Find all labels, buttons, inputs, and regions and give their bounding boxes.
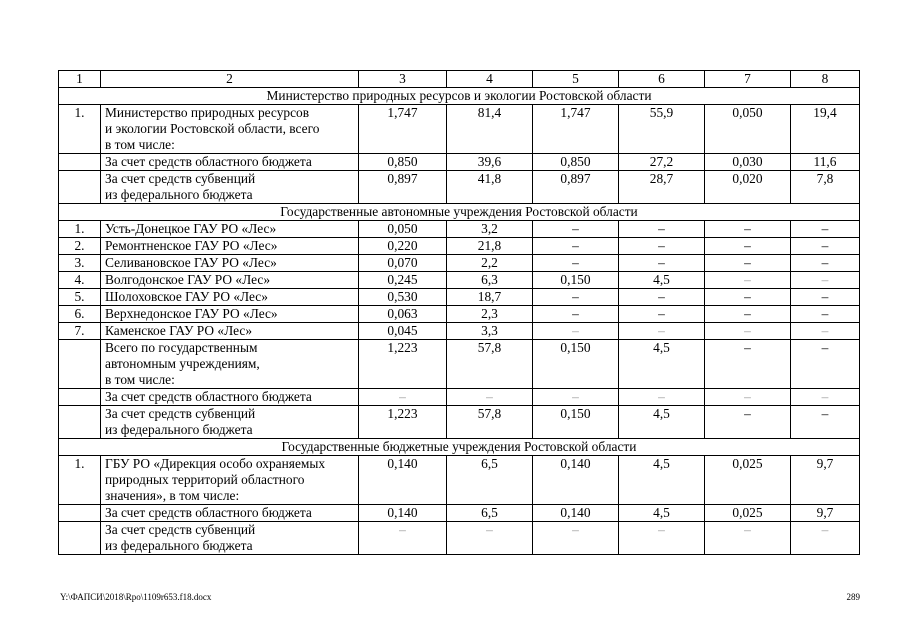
value-cell: – xyxy=(619,323,705,340)
value-cell: – xyxy=(619,221,705,238)
value-cell: – xyxy=(705,389,791,406)
row-number xyxy=(59,340,101,389)
value-cell: – xyxy=(791,255,860,272)
value-cell: – xyxy=(359,522,447,555)
row-name-line: Верхнедонское ГАУ РО «Лес» xyxy=(105,306,278,321)
row-name xyxy=(101,522,359,555)
value-cell: – xyxy=(791,340,860,389)
header-cell: 5 xyxy=(533,71,619,88)
value-cell: – xyxy=(791,306,860,323)
row-number xyxy=(59,406,101,439)
table-row xyxy=(59,221,860,238)
row-name-line: из федерального бюджета xyxy=(105,187,253,202)
value-cell: – xyxy=(447,522,533,555)
table-row xyxy=(59,306,860,323)
value-cell: – xyxy=(791,389,860,406)
value-cell: 0,025 xyxy=(705,456,791,505)
value-cell: – xyxy=(705,406,791,439)
section-title: Министерство природных ресурсов и экологии Ростовской области xyxy=(59,88,860,105)
value-cell: – xyxy=(619,289,705,306)
header-cell: 3 xyxy=(359,71,447,88)
row-name-line: ГБУ РО «Дирекция особо охраняемых xyxy=(105,456,326,471)
page-number: 289 xyxy=(846,592,860,602)
value-cell: 21,8 xyxy=(447,238,533,255)
value-cell: 0,897 xyxy=(533,171,619,204)
value-cell: 0,025 xyxy=(705,505,791,522)
row-name xyxy=(101,238,359,255)
row-number: 1. xyxy=(59,221,101,238)
value-cell: 41,8 xyxy=(447,171,533,204)
row-name-line: из федерального бюджета xyxy=(105,422,253,437)
value-cell: 4,5 xyxy=(619,505,705,522)
value-cell: 0,530 xyxy=(359,289,447,306)
row-number: 5. xyxy=(59,289,101,306)
row-number: 1. xyxy=(59,456,101,505)
row-name-line: и экологии Ростовской области, всего xyxy=(105,121,320,136)
value-cell: 0,140 xyxy=(359,456,447,505)
value-cell: 4,5 xyxy=(619,340,705,389)
section-title: Государственные бюджетные учреждения Ростовской области xyxy=(59,439,860,456)
value-cell: 1,223 xyxy=(359,406,447,439)
value-cell: – xyxy=(705,238,791,255)
value-cell: – xyxy=(705,306,791,323)
row-name-line: Всего по государственным xyxy=(105,340,258,355)
table-row xyxy=(59,406,860,439)
row-name-line: Волгодонское ГАУ РО «Лес» xyxy=(105,272,271,287)
value-cell: 3,2 xyxy=(447,221,533,238)
row-name xyxy=(101,306,359,323)
value-cell: 0,150 xyxy=(533,272,619,289)
row-name xyxy=(101,221,359,238)
value-cell: – xyxy=(619,522,705,555)
row-name xyxy=(101,154,359,171)
row-name-line: За счет средств областного бюджета xyxy=(105,154,312,169)
value-cell: – xyxy=(791,522,860,555)
header-cell: 6 xyxy=(619,71,705,88)
value-cell: 7,8 xyxy=(791,171,860,204)
row-name-line: из федерального бюджета xyxy=(105,538,253,553)
value-cell: 0,063 xyxy=(359,306,447,323)
row-name-line: За счет средств субвенций xyxy=(105,406,256,421)
value-cell: – xyxy=(619,389,705,406)
value-cell: – xyxy=(791,406,860,439)
value-cell: – xyxy=(791,221,860,238)
value-cell: – xyxy=(533,221,619,238)
value-cell: 0,020 xyxy=(705,171,791,204)
table-row xyxy=(59,171,860,204)
value-cell: 0,850 xyxy=(359,154,447,171)
section-title: Государственные автономные учреждения Ростовской области xyxy=(59,204,860,221)
value-cell: – xyxy=(533,238,619,255)
row-number xyxy=(59,505,101,522)
table-row xyxy=(59,154,860,171)
value-cell: 39,6 xyxy=(447,154,533,171)
row-number: 2. xyxy=(59,238,101,255)
row-name xyxy=(101,389,359,406)
row-name xyxy=(101,289,359,306)
value-cell: 0,850 xyxy=(533,154,619,171)
row-name xyxy=(101,456,359,505)
value-cell: – xyxy=(705,522,791,555)
row-name xyxy=(101,255,359,272)
file-path: Y:\ФАПСИ\2018\Rpo\1109r653.f18.docx xyxy=(60,592,212,602)
value-cell: 1,223 xyxy=(359,340,447,389)
row-name-line: Селивановское ГАУ РО «Лес» xyxy=(105,255,277,270)
value-cell: 6,5 xyxy=(447,456,533,505)
header-row xyxy=(59,71,860,88)
value-cell: 9,7 xyxy=(791,505,860,522)
row-name xyxy=(101,105,359,154)
row-name xyxy=(101,171,359,204)
value-cell: 0,897 xyxy=(359,171,447,204)
value-cell: 4,5 xyxy=(619,272,705,289)
value-cell: – xyxy=(619,255,705,272)
value-cell: 0,245 xyxy=(359,272,447,289)
value-cell: 55,9 xyxy=(619,105,705,154)
value-cell: 0,140 xyxy=(533,456,619,505)
value-cell: 0,070 xyxy=(359,255,447,272)
row-number: 1. xyxy=(59,105,101,154)
row-name-line: Ремонтненское ГАУ РО «Лес» xyxy=(105,238,278,253)
table-row xyxy=(59,505,860,522)
row-name-line: За счет средств областного бюджета xyxy=(105,505,312,520)
value-cell: – xyxy=(791,238,860,255)
header-cell: 8 xyxy=(791,71,860,88)
table-row xyxy=(59,340,860,389)
header-cell: 7 xyxy=(705,71,791,88)
row-name-line: За счет средств областного бюджета xyxy=(105,389,312,404)
row-name-line: Министерство природных ресурсов xyxy=(105,105,310,120)
row-name-line: автономным учреждениям, xyxy=(105,356,260,371)
value-cell: 19,4 xyxy=(791,105,860,154)
row-name-line: природных территорий областного xyxy=(105,472,305,487)
row-name xyxy=(101,505,359,522)
row-number: 4. xyxy=(59,272,101,289)
row-name-line: значения», в том числе: xyxy=(105,488,240,503)
value-cell: – xyxy=(705,255,791,272)
row-number: 7. xyxy=(59,323,101,340)
section-row xyxy=(59,88,860,105)
value-cell: – xyxy=(705,221,791,238)
value-cell: 0,050 xyxy=(705,105,791,154)
table-row xyxy=(59,255,860,272)
value-cell: 28,7 xyxy=(619,171,705,204)
value-cell: 0,140 xyxy=(359,505,447,522)
row-name xyxy=(101,323,359,340)
row-name xyxy=(101,406,359,439)
value-cell: 0,030 xyxy=(705,154,791,171)
value-cell: – xyxy=(791,323,860,340)
header-cell: 4 xyxy=(447,71,533,88)
value-cell: 18,7 xyxy=(447,289,533,306)
table-row xyxy=(59,456,860,505)
value-cell: 4,5 xyxy=(619,406,705,439)
section-row xyxy=(59,439,860,456)
row-number: 3. xyxy=(59,255,101,272)
row-name-line: За счет средств субвенций xyxy=(105,171,256,186)
row-name-line: Усть-Донецкое ГАУ РО «Лес» xyxy=(105,221,277,236)
value-cell: 11,6 xyxy=(791,154,860,171)
row-name xyxy=(101,340,359,389)
header-cell: 2 xyxy=(101,71,359,88)
value-cell: 0,150 xyxy=(533,406,619,439)
row-number xyxy=(59,154,101,171)
value-cell: – xyxy=(533,522,619,555)
value-cell: – xyxy=(447,389,533,406)
value-cell: – xyxy=(533,255,619,272)
value-cell: 2,2 xyxy=(447,255,533,272)
data-table xyxy=(58,70,860,555)
table-row xyxy=(59,522,860,555)
value-cell: 0,140 xyxy=(533,505,619,522)
row-name-line: в том числе: xyxy=(105,372,175,387)
section-row xyxy=(59,204,860,221)
table-row xyxy=(59,272,860,289)
value-cell: 0,050 xyxy=(359,221,447,238)
row-name xyxy=(101,272,359,289)
row-name-line: в том числе: xyxy=(105,137,175,152)
value-cell: 6,5 xyxy=(447,505,533,522)
value-cell: 57,8 xyxy=(447,340,533,389)
value-cell: – xyxy=(791,272,860,289)
value-cell: 4,5 xyxy=(619,456,705,505)
value-cell: – xyxy=(619,306,705,323)
value-cell: – xyxy=(533,389,619,406)
value-cell: 2,3 xyxy=(447,306,533,323)
row-name-line: За счет средств субвенций xyxy=(105,522,256,537)
value-cell: 0,220 xyxy=(359,238,447,255)
table-row xyxy=(59,289,860,306)
value-cell: 6,3 xyxy=(447,272,533,289)
value-cell: 57,8 xyxy=(447,406,533,439)
value-cell: – xyxy=(705,289,791,306)
header-cell: 1 xyxy=(59,71,101,88)
value-cell: 27,2 xyxy=(619,154,705,171)
table-row xyxy=(59,238,860,255)
table-row xyxy=(59,323,860,340)
value-cell: – xyxy=(705,323,791,340)
value-cell: – xyxy=(533,289,619,306)
value-cell: – xyxy=(705,272,791,289)
value-cell: 9,7 xyxy=(791,456,860,505)
table-row xyxy=(59,105,860,154)
value-cell: – xyxy=(791,289,860,306)
value-cell: 1,747 xyxy=(533,105,619,154)
value-cell: – xyxy=(359,389,447,406)
value-cell: – xyxy=(705,340,791,389)
value-cell: – xyxy=(619,238,705,255)
value-cell: 81,4 xyxy=(447,105,533,154)
value-cell: 0,150 xyxy=(533,340,619,389)
row-name-line: Каменское ГАУ РО «Лес» xyxy=(105,323,253,338)
row-number xyxy=(59,171,101,204)
row-number: 6. xyxy=(59,306,101,323)
value-cell: 3,3 xyxy=(447,323,533,340)
row-number xyxy=(59,389,101,406)
value-cell: 0,045 xyxy=(359,323,447,340)
table-row xyxy=(59,389,860,406)
value-cell: – xyxy=(533,323,619,340)
row-number xyxy=(59,522,101,555)
row-name-line: Шолоховское ГАУ РО «Лес» xyxy=(105,289,268,304)
value-cell: 1,747 xyxy=(359,105,447,154)
value-cell: – xyxy=(533,306,619,323)
